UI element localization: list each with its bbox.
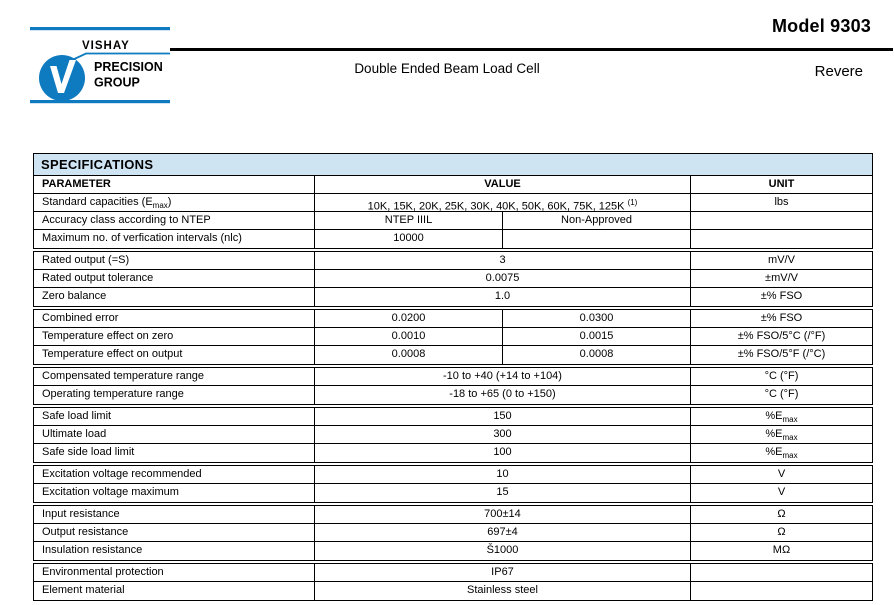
spec-group: [33, 175, 873, 249]
model-title: Model 9303: [771, 16, 871, 36]
unit-cell: Ω: [777, 526, 786, 538]
parameter-cell: Compensated temperature range: [34, 368, 315, 385]
value-cell: 10: [315, 466, 691, 483]
parameter-cell: Environmental protection: [34, 564, 315, 581]
table-row: [34, 506, 872, 524]
value-cell: 100: [315, 444, 691, 462]
spec-group: [33, 309, 873, 365]
table-row: [34, 288, 872, 306]
table-row: [34, 252, 872, 270]
spec-group: [33, 563, 873, 601]
logo-text-precision: PRECISION: [94, 60, 163, 74]
spec-group: [33, 251, 873, 307]
table-row: [34, 466, 872, 484]
unit-cell: V: [777, 486, 786, 498]
parameter-cell: Input resistance: [34, 506, 315, 523]
table-row: [34, 484, 872, 502]
parameter-cell: Ultimate load: [34, 426, 315, 443]
unit-cell: lbs: [774, 196, 789, 208]
parameter-cell: Temperature effect on output: [34, 346, 315, 364]
parameter-cell: Maximum no. of verfication intervals (nlc): [34, 230, 315, 248]
parameter-cell: Combined error: [34, 310, 315, 327]
parameter-cell: Accuracy class according to NTEP: [34, 212, 315, 229]
logo-text-vishay: VISHAY: [82, 40, 130, 52]
parameter-cell: Rated output (=S): [34, 252, 315, 269]
value-cell: -18 to +65 (0 to +150): [315, 386, 691, 404]
column-header-unit: UNIT: [768, 178, 795, 190]
table-row: [34, 524, 872, 542]
unit-cell: ±% FSO/5°C (/°F): [737, 330, 826, 342]
column-header-parameter: PARAMETER: [34, 176, 315, 193]
parameter-cell: Insulation resistance: [34, 542, 315, 560]
value-cell: 150: [315, 408, 691, 425]
spec-table-groups: [33, 251, 873, 601]
unit-cell: [691, 582, 872, 600]
unit-cell: [691, 230, 872, 248]
unit-cell: mV/V: [768, 254, 795, 266]
value-cell-2: Non-Approved: [503, 212, 691, 229]
table-row: [34, 310, 872, 328]
value-cell: NTEP IIIL: [315, 212, 503, 229]
parameter-cell: Zero balance: [34, 288, 315, 306]
table-row: [34, 426, 872, 444]
logo-top-bar: [30, 27, 170, 30]
table-row: [34, 368, 872, 386]
header-rule: [170, 48, 893, 51]
value-cell: 10K, 15K, 20K, 25K, 30K, 40K, 50K, 60K, 75K, 125K $^{(1)}$: [315, 194, 691, 211]
parameter-cell: Rated output tolerance: [34, 270, 315, 287]
parameter-cell: Standard capacities $(E_{max})$: [34, 194, 315, 211]
value-cell-2: 0.0300: [503, 310, 691, 327]
value-cell: 0.0010: [315, 328, 503, 345]
spec-group: [33, 407, 873, 463]
parameter-cell: Excitation voltage maximum: [34, 484, 315, 502]
table-row: [34, 194, 872, 212]
column-header-row: [34, 176, 872, 194]
parameter-cell: Excitation voltage recommended: [34, 466, 315, 483]
brand-name: Revere: [814, 63, 863, 80]
parameter-cell: Safe load limit: [34, 408, 315, 425]
table-row: [34, 564, 872, 582]
unit-cell: ±mV/V: [765, 272, 798, 284]
unit-cell: $\%E_{max}$: [765, 446, 798, 461]
value-cell: 697±4: [315, 524, 691, 541]
table-row: [34, 230, 872, 248]
unit-cell: Ω: [777, 508, 786, 520]
spec-group: [33, 505, 873, 561]
value-cell-2: 0.0015: [503, 328, 691, 345]
parameter-cell: Element material: [34, 582, 315, 600]
value-cell: 0.0075: [315, 270, 691, 287]
value-cell-2: [503, 230, 691, 248]
value-cell: 15: [315, 484, 691, 502]
logo-text-group: GROUP: [94, 75, 140, 90]
value-cell: 3: [315, 252, 691, 269]
value-cell: 1.0: [315, 288, 691, 306]
table-row: [34, 582, 872, 600]
value-cell: 0.0008: [315, 346, 503, 364]
spec-group: [33, 367, 873, 405]
spec-group: [33, 465, 873, 503]
unit-cell: ±% FSO/5°F (/°C): [737, 348, 826, 360]
parameter-cell: Safe side load limit: [34, 444, 315, 462]
value-cell-2: 0.0008: [503, 346, 691, 364]
value-cell: 300: [315, 426, 691, 443]
unit-cell: $\%E_{max}$: [765, 410, 798, 425]
product-title: Double Ended Beam Load Cell: [354, 61, 540, 76]
logo-bottom-bar: [30, 100, 170, 103]
unit-cell: [691, 212, 872, 229]
unit-cell: MΩ: [772, 544, 791, 556]
table-row: [34, 542, 872, 560]
unit-cell: V: [777, 468, 786, 480]
unit-cell: °C (°F): [764, 388, 799, 400]
unit-cell: °C (°F): [764, 370, 799, 382]
unit-cell: $\%E_{max}$: [765, 428, 798, 443]
value-cell: IP67: [315, 564, 691, 581]
table-row: [34, 346, 872, 364]
value-cell: Š1000: [315, 542, 691, 560]
spec-table-title: SPECIFICATIONS: [33, 153, 873, 176]
value-cell: 10000: [315, 230, 503, 248]
spec-table: [33, 153, 873, 601]
value-cell: 0.0200: [315, 310, 503, 327]
value-cell: 700±14: [315, 506, 691, 523]
table-row: [34, 408, 872, 426]
value-cell: Stainless steel: [315, 582, 691, 600]
parameter-cell: Operating temperature range: [34, 386, 315, 404]
table-row: [34, 386, 872, 404]
parameter-cell: Output resistance: [34, 524, 315, 541]
table-row: [34, 328, 872, 346]
unit-cell: ±% FSO: [760, 290, 803, 302]
parameter-cell: Temperature effect on zero: [34, 328, 315, 345]
table-row: [34, 212, 872, 230]
unit-cell: [691, 564, 872, 581]
value-cell: -10 to +40 (+14 to +104): [315, 368, 691, 385]
unit-cell: ±% FSO: [760, 312, 803, 324]
table-row: [34, 444, 872, 462]
column-header-value: VALUE: [315, 176, 691, 193]
table-row: [34, 270, 872, 288]
